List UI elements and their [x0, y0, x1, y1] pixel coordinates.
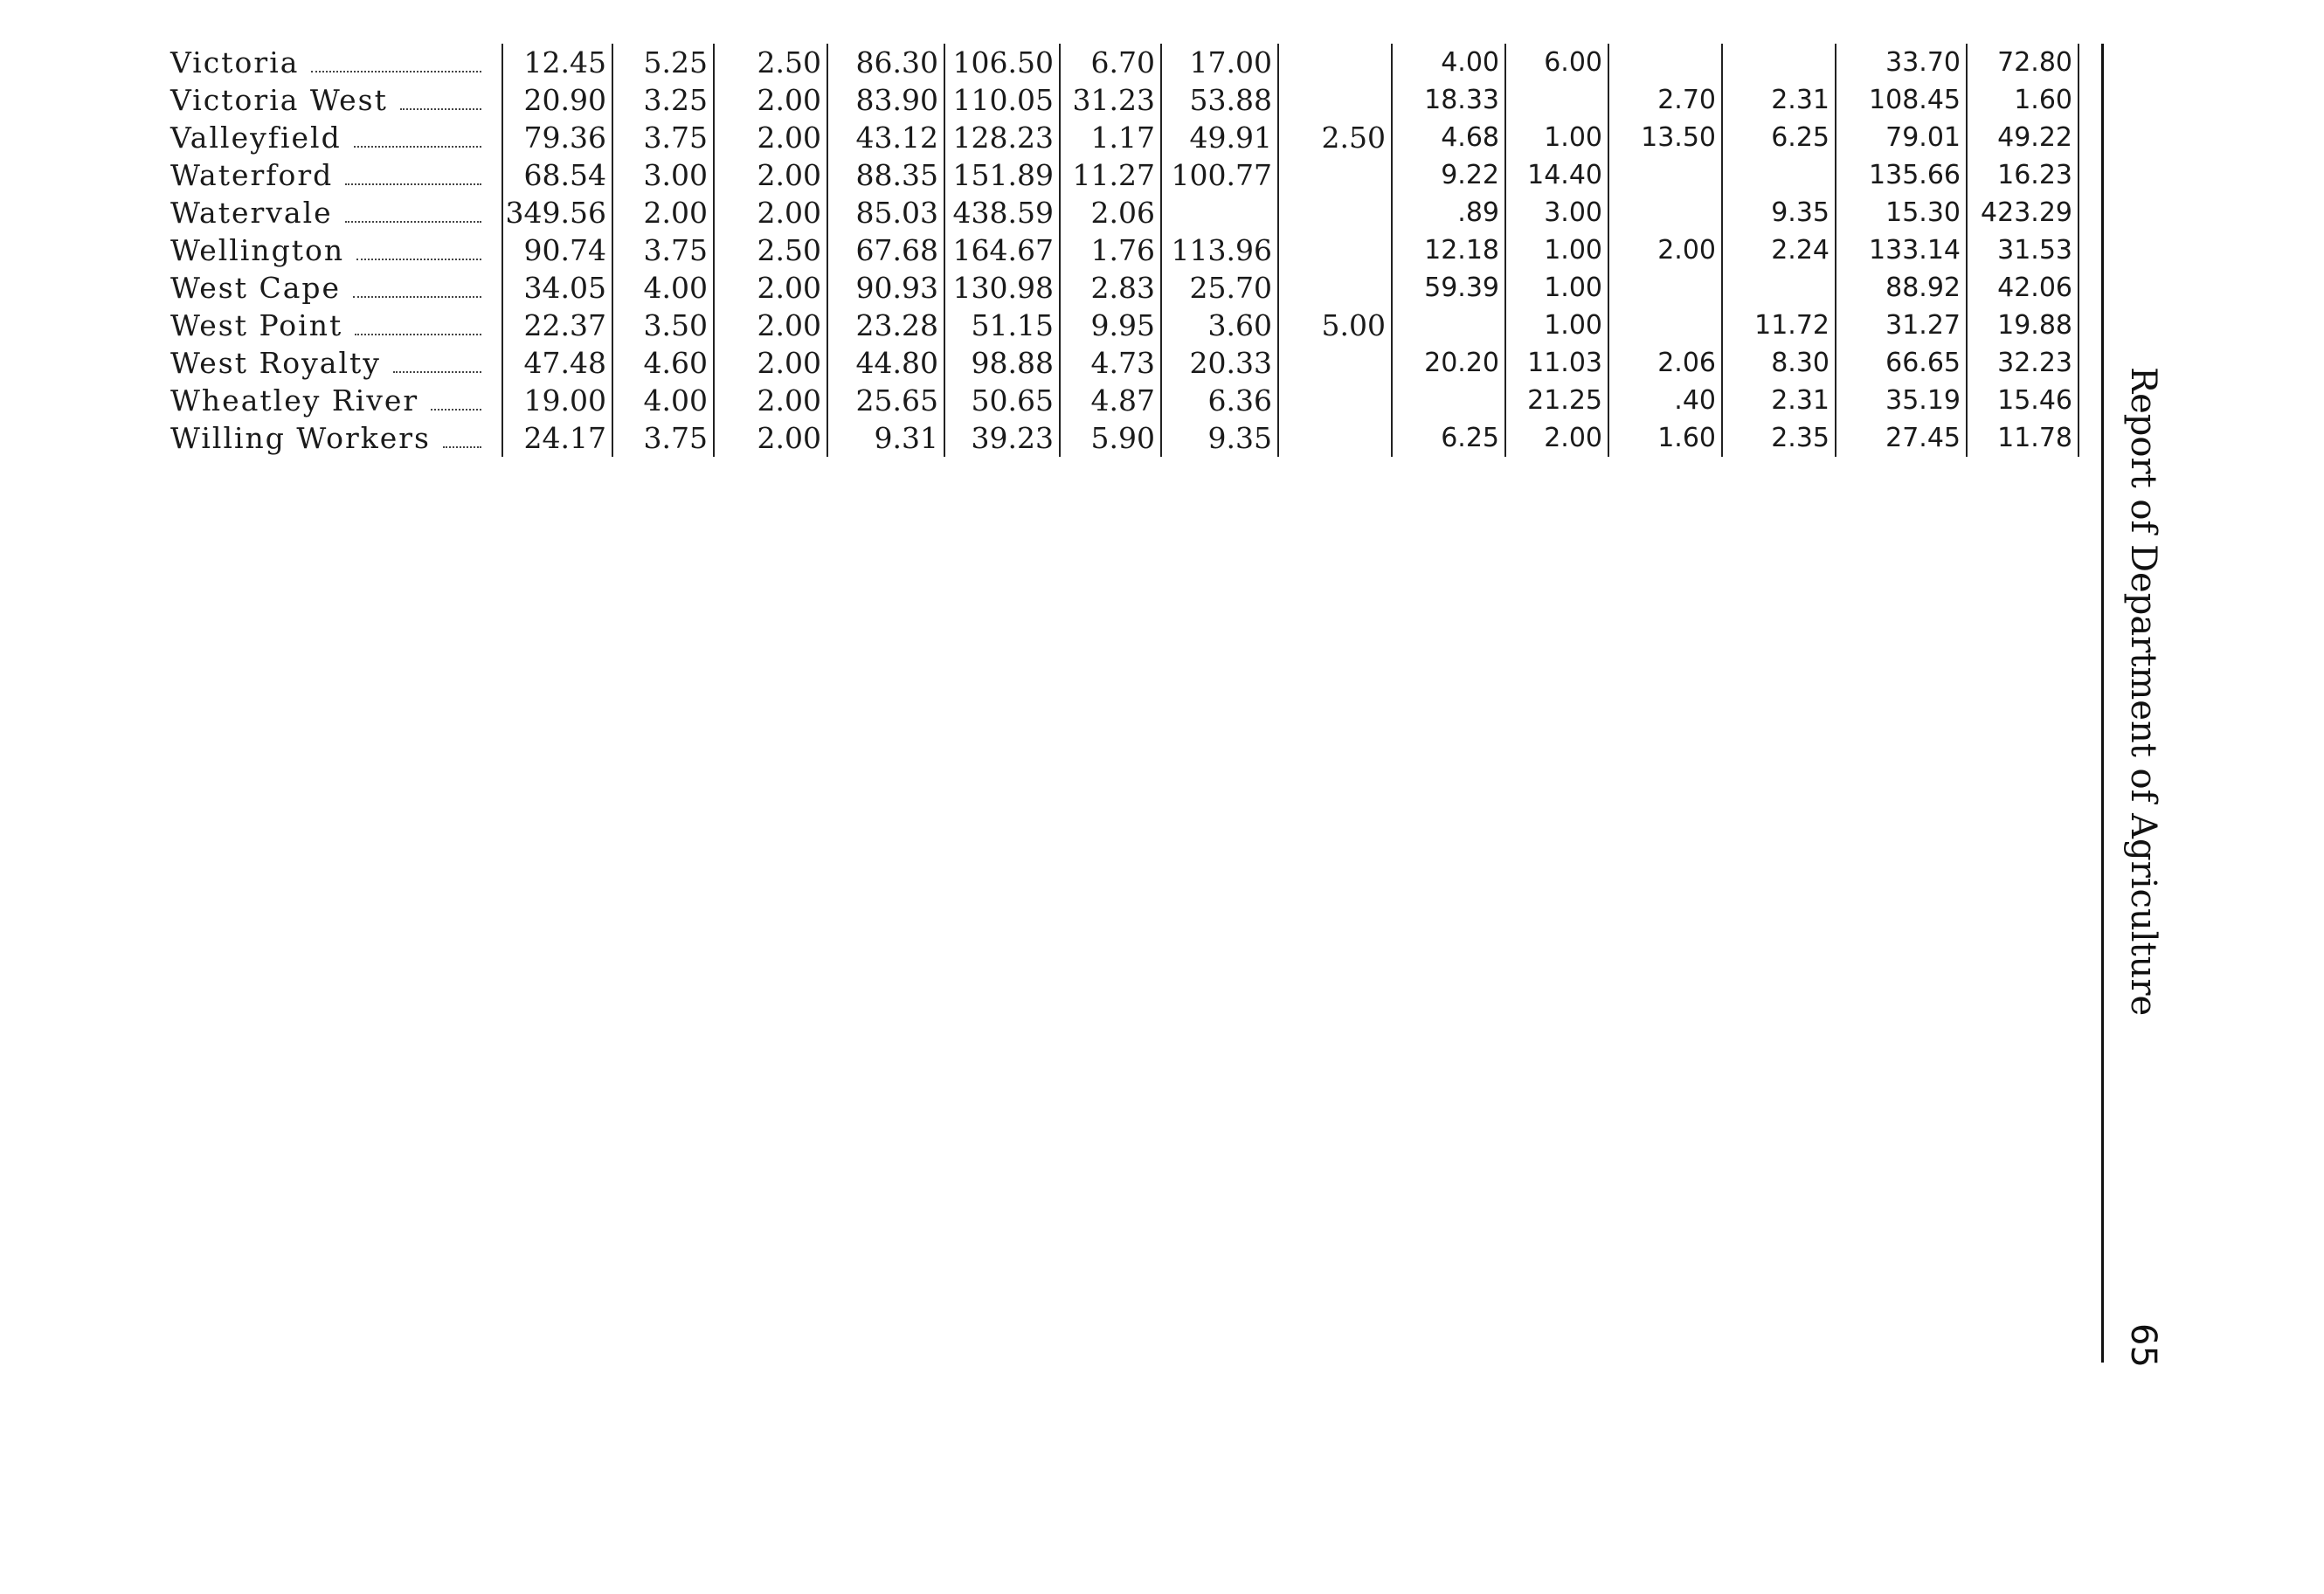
- value-cell: 3.75: [612, 419, 714, 457]
- value-cell: 5.00: [1278, 307, 1392, 344]
- dot-leader: [354, 145, 481, 148]
- value-cell: 79.01: [1836, 119, 1967, 156]
- value-cell: 1.00: [1505, 231, 1608, 269]
- value-cell: [1278, 231, 1392, 269]
- value-cell: 11.78: [1967, 419, 2078, 457]
- value-cell: 31.23: [1060, 81, 1161, 119]
- value-cell: 5.25: [612, 44, 714, 81]
- dot-leader: [345, 183, 481, 185]
- value-cell: 25.70: [1161, 269, 1278, 307]
- value-cell: [1278, 382, 1392, 419]
- value-cell: 42.06: [1967, 269, 2078, 307]
- value-cell: 4.60: [612, 344, 714, 382]
- table-row: [170, 382, 2078, 419]
- row-name: Victoria: [170, 45, 300, 79]
- value-cell: [1278, 44, 1392, 81]
- value-cell: [1608, 194, 1722, 231]
- value-cell: 15.30: [1836, 194, 1967, 231]
- value-cell: 2.00: [1505, 419, 1608, 457]
- value-cell: 32.23: [1967, 344, 2078, 382]
- side-heading: Report of Department of Agriculture: [2123, 367, 2163, 1017]
- value-cell: 2.06: [1060, 194, 1161, 231]
- value-cell: [1161, 194, 1278, 231]
- value-cell: 438.59: [944, 194, 1060, 231]
- row-name: Waterford: [170, 158, 334, 192]
- value-cell: 3.00: [612, 156, 714, 194]
- value-cell: [1608, 156, 1722, 194]
- row-name-cell: [170, 231, 502, 269]
- value-cell: 2.00: [714, 307, 827, 344]
- dot-leader: [345, 220, 481, 223]
- value-cell: 13.50: [1608, 119, 1722, 156]
- value-cell: 22.37: [502, 307, 612, 344]
- value-cell: 11.27: [1060, 156, 1161, 194]
- value-cell: 19.00: [502, 382, 612, 419]
- value-cell: 31.53: [1967, 231, 2078, 269]
- value-cell: 98.88: [944, 344, 1060, 382]
- value-cell: 1.17: [1060, 119, 1161, 156]
- value-cell: 23.28: [827, 307, 944, 344]
- row-name-cell: [170, 119, 502, 156]
- value-cell: [1278, 344, 1392, 382]
- value-cell: 3.60: [1161, 307, 1278, 344]
- table-body: [170, 44, 2078, 457]
- value-cell: 20.20: [1392, 344, 1505, 382]
- value-cell: 113.96: [1161, 231, 1278, 269]
- value-cell: 9.35: [1722, 194, 1836, 231]
- value-cell: 151.89: [944, 156, 1060, 194]
- value-cell: 2.31: [1722, 382, 1836, 419]
- value-cell: 3.75: [612, 231, 714, 269]
- value-cell: 6.00: [1505, 44, 1608, 81]
- value-cell: [1278, 269, 1392, 307]
- row-name-cell: [170, 269, 502, 307]
- value-cell: 44.80: [827, 344, 944, 382]
- value-cell: 2.83: [1060, 269, 1161, 307]
- value-cell: 1.00: [1505, 269, 1608, 307]
- value-cell: 1.60: [1608, 419, 1722, 457]
- value-cell: 15.46: [1967, 382, 2078, 419]
- value-cell: 110.05: [944, 81, 1060, 119]
- value-cell: 9.35: [1161, 419, 1278, 457]
- table-row: [170, 44, 2078, 81]
- row-name-cell: [170, 382, 502, 419]
- value-cell: 2.06: [1608, 344, 1722, 382]
- value-cell: [1608, 269, 1722, 307]
- dot-leader: [431, 408, 481, 411]
- value-cell: 2.00: [714, 156, 827, 194]
- value-cell: 11.72: [1722, 307, 1836, 344]
- value-cell: .89: [1392, 194, 1505, 231]
- value-cell: 2.70: [1608, 81, 1722, 119]
- row-name-cell: [170, 194, 502, 231]
- value-cell: 4.87: [1060, 382, 1161, 419]
- row-name: West Point: [170, 308, 343, 342]
- value-cell: 1.76: [1060, 231, 1161, 269]
- value-cell: 12.45: [502, 44, 612, 81]
- value-cell: 4.00: [612, 382, 714, 419]
- value-cell: 2.00: [714, 119, 827, 156]
- value-cell: 3.50: [612, 307, 714, 344]
- value-cell: [1722, 44, 1836, 81]
- table-row: [170, 119, 2078, 156]
- value-cell: 128.23: [944, 119, 1060, 156]
- value-cell: 2.50: [714, 44, 827, 81]
- value-cell: 1.00: [1505, 307, 1608, 344]
- value-cell: [1278, 419, 1392, 457]
- value-cell: 6.70: [1060, 44, 1161, 81]
- value-cell: 20.90: [502, 81, 612, 119]
- value-cell: [1608, 307, 1722, 344]
- row-name: Victoria West: [170, 83, 388, 117]
- row-name-cell: [170, 81, 502, 119]
- value-cell: 423.29: [1967, 194, 2078, 231]
- row-name-cell: [170, 307, 502, 344]
- value-cell: 2.50: [1278, 119, 1392, 156]
- value-cell: 27.45: [1836, 419, 1967, 457]
- value-cell: 14.40: [1505, 156, 1608, 194]
- value-cell: 2.00: [1608, 231, 1722, 269]
- value-cell: [1505, 81, 1608, 119]
- table-row: [170, 419, 2078, 457]
- table-row: [170, 344, 2078, 382]
- value-cell: [1722, 156, 1836, 194]
- value-cell: 2.00: [714, 344, 827, 382]
- value-cell: 108.45: [1836, 81, 1967, 119]
- value-cell: 68.54: [502, 156, 612, 194]
- value-cell: 66.65: [1836, 344, 1967, 382]
- row-name: Wheatley River: [170, 383, 419, 417]
- value-cell: 133.14: [1836, 231, 1967, 269]
- dot-leader: [400, 107, 481, 110]
- value-cell: 9.95: [1060, 307, 1161, 344]
- side-heading-container: [2113, 367, 2165, 1048]
- value-cell: 2.00: [714, 81, 827, 119]
- value-cell: 16.23: [1967, 156, 2078, 194]
- value-cell: 2.50: [714, 231, 827, 269]
- dot-leader: [393, 370, 481, 373]
- value-cell: 106.50: [944, 44, 1060, 81]
- value-cell: 43.12: [827, 119, 944, 156]
- value-cell: [1278, 156, 1392, 194]
- value-cell: 24.17: [502, 419, 612, 457]
- value-cell: 2.00: [714, 419, 827, 457]
- table-row: [170, 307, 2078, 344]
- value-cell: 83.90: [827, 81, 944, 119]
- value-cell: 72.80: [1967, 44, 2078, 81]
- financial-table: [170, 44, 2079, 457]
- dot-leader: [443, 445, 481, 448]
- page-number: 65: [2123, 1323, 2163, 1368]
- value-cell: 90.74: [502, 231, 612, 269]
- value-cell: 35.19: [1836, 382, 1967, 419]
- table-row: [170, 231, 2078, 269]
- value-cell: 86.30: [827, 44, 944, 81]
- value-cell: [1608, 44, 1722, 81]
- value-cell: 47.48: [502, 344, 612, 382]
- row-name-cell: [170, 156, 502, 194]
- dot-leader: [355, 333, 481, 335]
- value-cell: 19.88: [1967, 307, 2078, 344]
- value-cell: 2.24: [1722, 231, 1836, 269]
- value-cell: 2.00: [612, 194, 714, 231]
- value-cell: 88.35: [827, 156, 944, 194]
- value-cell: 2.00: [714, 269, 827, 307]
- dot-leader: [311, 70, 481, 72]
- value-cell: 9.22: [1392, 156, 1505, 194]
- value-cell: 6.25: [1722, 119, 1836, 156]
- row-name-cell: [170, 419, 502, 457]
- value-cell: 12.18: [1392, 231, 1505, 269]
- value-cell: 130.98: [944, 269, 1060, 307]
- dot-leader: [353, 295, 481, 298]
- value-cell: 39.23: [944, 419, 1060, 457]
- value-cell: [1278, 81, 1392, 119]
- value-cell: 4.00: [1392, 44, 1505, 81]
- value-cell: 8.30: [1722, 344, 1836, 382]
- value-cell: 67.68: [827, 231, 944, 269]
- value-cell: 31.27: [1836, 307, 1967, 344]
- row-name: Valleyfield: [170, 121, 342, 155]
- value-cell: 25.65: [827, 382, 944, 419]
- value-cell: 1.00: [1505, 119, 1608, 156]
- value-cell: 3.75: [612, 119, 714, 156]
- value-cell: [1392, 382, 1505, 419]
- table-row: [170, 156, 2078, 194]
- value-cell: 5.90: [1060, 419, 1161, 457]
- value-cell: 11.03: [1505, 344, 1608, 382]
- value-cell: 59.39: [1392, 269, 1505, 307]
- value-cell: 1.60: [1967, 81, 2078, 119]
- value-cell: 4.00: [612, 269, 714, 307]
- row-name: Willing Workers: [170, 421, 431, 455]
- value-cell: 9.31: [827, 419, 944, 457]
- value-cell: 2.00: [714, 382, 827, 419]
- value-cell: 3.25: [612, 81, 714, 119]
- dot-leader: [356, 258, 481, 260]
- row-name: West Royalty: [170, 346, 381, 380]
- value-cell: 6.25: [1392, 419, 1505, 457]
- value-cell: 33.70: [1836, 44, 1967, 81]
- value-cell: .40: [1608, 382, 1722, 419]
- value-cell: 88.92: [1836, 269, 1967, 307]
- value-cell: [1278, 194, 1392, 231]
- row-name-cell: [170, 44, 502, 81]
- row-name: Watervale: [170, 196, 333, 230]
- value-cell: 49.22: [1967, 119, 2078, 156]
- vertical-rule: [2101, 44, 2104, 1363]
- value-cell: 85.03: [827, 194, 944, 231]
- value-cell: 135.66: [1836, 156, 1967, 194]
- value-cell: 90.93: [827, 269, 944, 307]
- value-cell: 100.77: [1161, 156, 1278, 194]
- table-row: [170, 81, 2078, 119]
- value-cell: 4.68: [1392, 119, 1505, 156]
- value-cell: 20.33: [1161, 344, 1278, 382]
- value-cell: 53.88: [1161, 81, 1278, 119]
- value-cell: [1392, 307, 1505, 344]
- table-row: [170, 194, 2078, 231]
- row-name: West Cape: [170, 271, 342, 305]
- value-cell: 17.00: [1161, 44, 1278, 81]
- value-cell: 18.33: [1392, 81, 1505, 119]
- value-cell: 49.91: [1161, 119, 1278, 156]
- value-cell: [1722, 269, 1836, 307]
- value-cell: 164.67: [944, 231, 1060, 269]
- row-name-cell: [170, 344, 502, 382]
- value-cell: 3.00: [1505, 194, 1608, 231]
- value-cell: 2.35: [1722, 419, 1836, 457]
- value-cell: 2.00: [714, 194, 827, 231]
- value-cell: 51.15: [944, 307, 1060, 344]
- value-cell: 50.65: [944, 382, 1060, 419]
- value-cell: 34.05: [502, 269, 612, 307]
- value-cell: 4.73: [1060, 344, 1161, 382]
- value-cell: 2.31: [1722, 81, 1836, 119]
- value-cell: 79.36: [502, 119, 612, 156]
- row-name: Wellington: [170, 233, 345, 267]
- value-cell: 21.25: [1505, 382, 1608, 419]
- page-number-container: [2113, 1323, 2165, 1376]
- value-cell: 6.36: [1161, 382, 1278, 419]
- table-row: [170, 269, 2078, 307]
- value-cell: 349.56: [502, 194, 612, 231]
